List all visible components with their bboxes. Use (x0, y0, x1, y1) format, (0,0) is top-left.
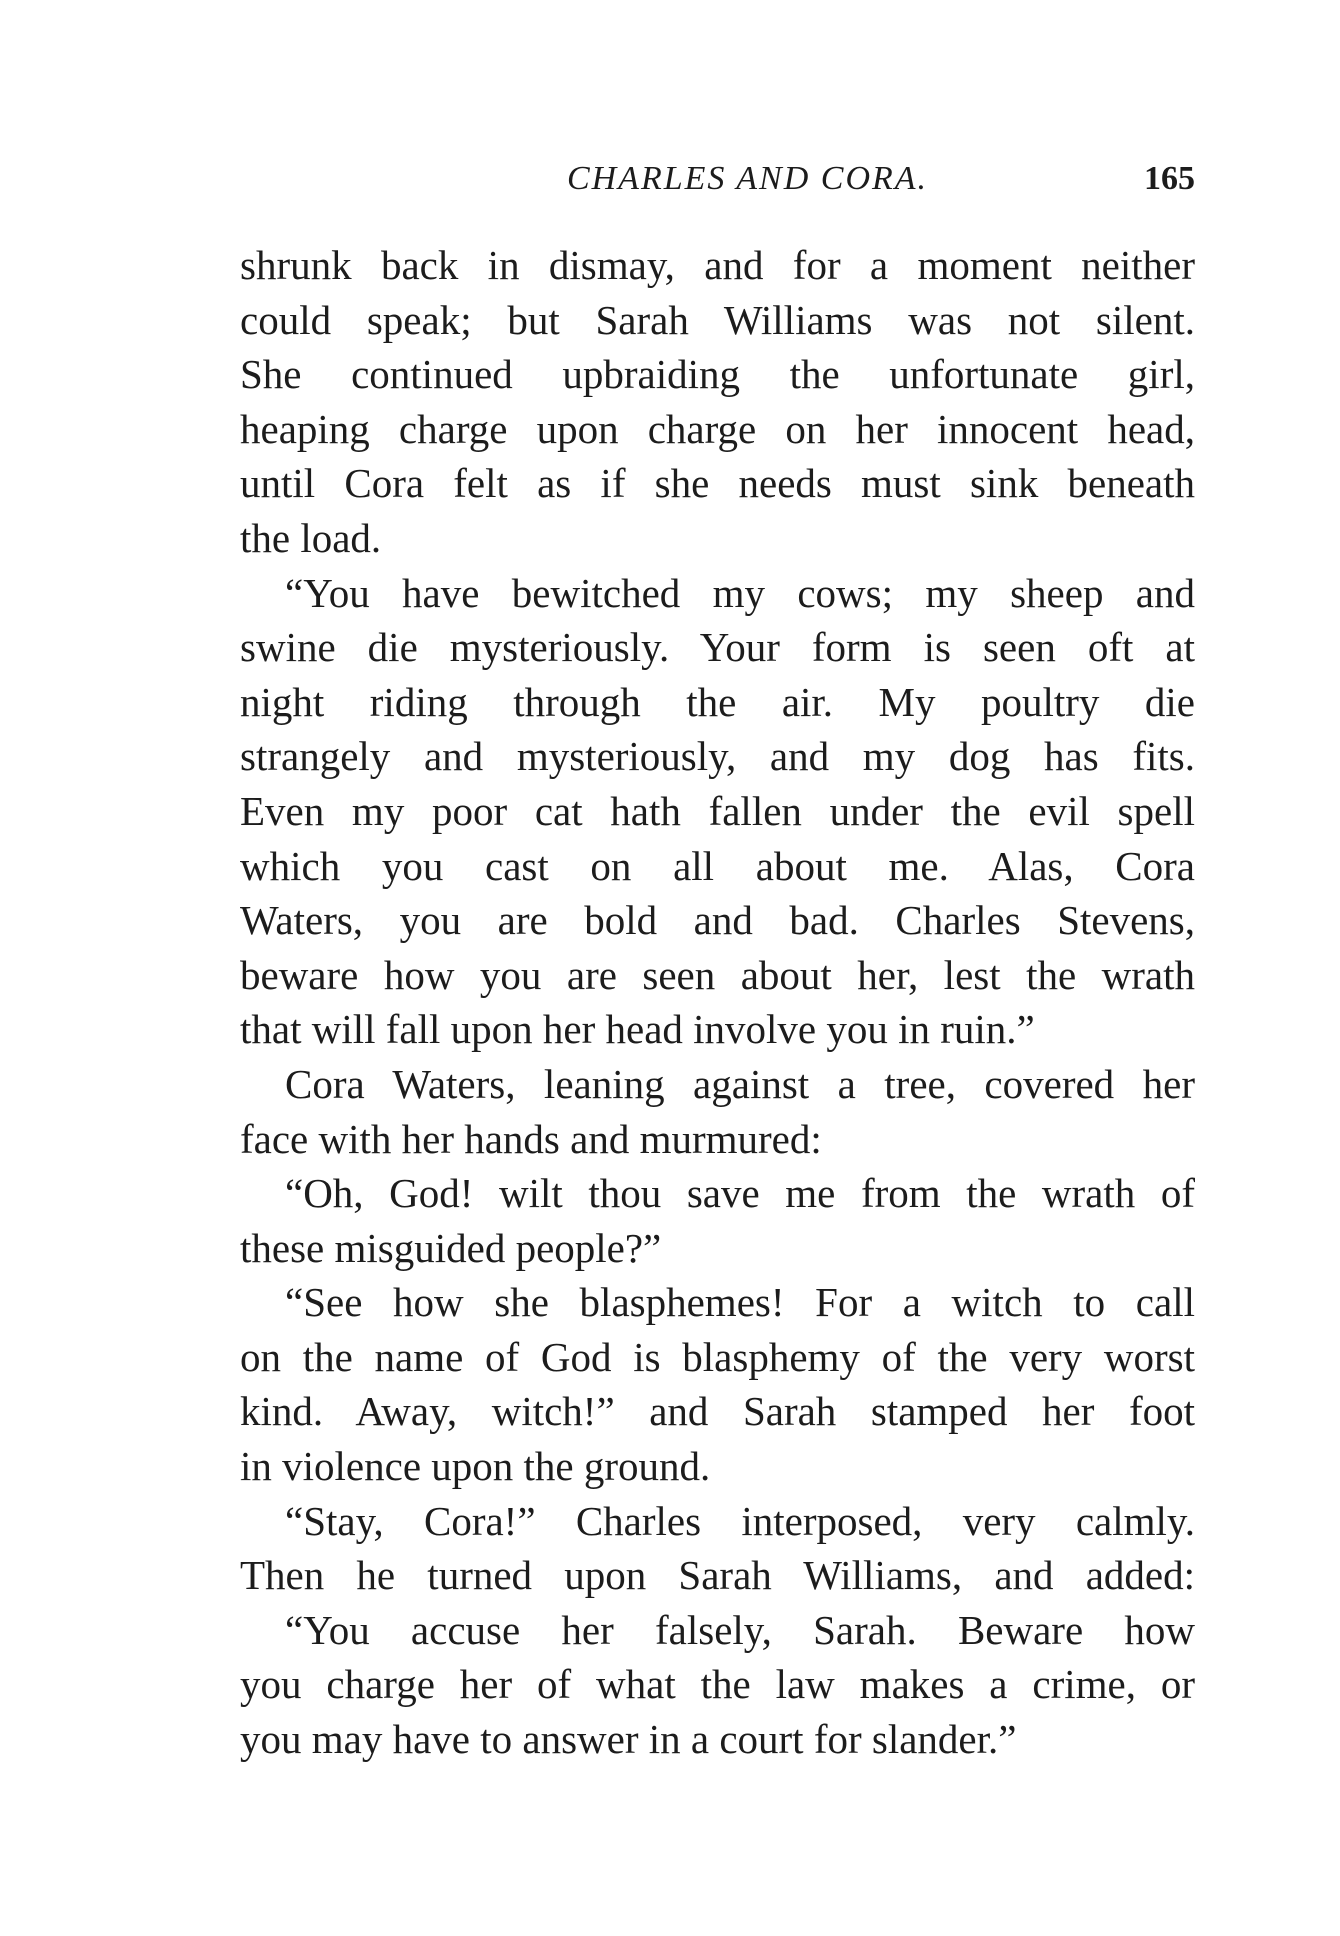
text-line: face with her hands and murmured: (240, 1115, 822, 1162)
text-line: the load. (240, 514, 382, 561)
page-number: 165 (1144, 160, 1195, 197)
text-line: you charge her of what the law makes a crime, or (240, 1661, 1195, 1708)
text-line: “Stay, Cora!” Charles interposed, very calmly. (285, 1497, 1195, 1544)
text-line: shrunk back in dismay, and for a moment neither (240, 242, 1195, 288)
text-line: night riding through the air. My poultry die (240, 678, 1195, 725)
text-line: you may have to answer in a court for slander.” (240, 1716, 1017, 1763)
text-line: “You accuse her falsely, Sarah. Beware how (285, 1606, 1195, 1653)
text-line: which you cast on all about me. Alas, Cora (240, 842, 1195, 889)
text-line: “See how she blasphemes! For a witch to call (285, 1279, 1195, 1326)
text-line: “Oh, God! wilt thou save me from the wrath of (285, 1170, 1195, 1217)
text-line: kind. Away, witch!” and Sarah stamped her foot (240, 1388, 1195, 1435)
text-line: that will fall upon her head involve you in ruin.” (240, 1006, 1035, 1053)
text-line: Cora Waters, leaning against a tree, covered her (285, 1060, 1195, 1107)
text-line: Then he turned upon Sarah Williams, and added: (240, 1552, 1195, 1599)
text-line: She continued upbraiding the unfortunate girl, (240, 351, 1195, 398)
text-line: swine die mysteriously. Your form is seen oft at (240, 624, 1195, 671)
text-line: Even my poor cat hath fallen under the evil spell (240, 787, 1195, 834)
running-head (240, 160, 1195, 204)
text-line: “You have bewitched my cows; my sheep and (285, 569, 1195, 616)
text-line: in violence upon the ground. (240, 1443, 711, 1490)
running-title: CHARLES AND CORA. (566, 160, 929, 197)
text-line: these misguided people?” (240, 1224, 662, 1271)
text-line: beware how you are seen about her, lest the wrath (240, 951, 1195, 998)
text-line: on the name of God is blasphemy of the very worst (240, 1333, 1195, 1380)
text-line: Waters, you are bold and bad. Charles Stevens, (240, 897, 1195, 944)
body-text (240, 238, 1195, 1767)
text-line: until Cora felt as if she needs must sink beneath (240, 460, 1195, 507)
text-line: could speak; but Sarah Williams was not silent. (240, 296, 1195, 343)
text-line: strangely and mysteriously, and my dog has fits. (240, 733, 1195, 780)
text-line: heaping charge upon charge on her innocent head, (240, 405, 1195, 452)
